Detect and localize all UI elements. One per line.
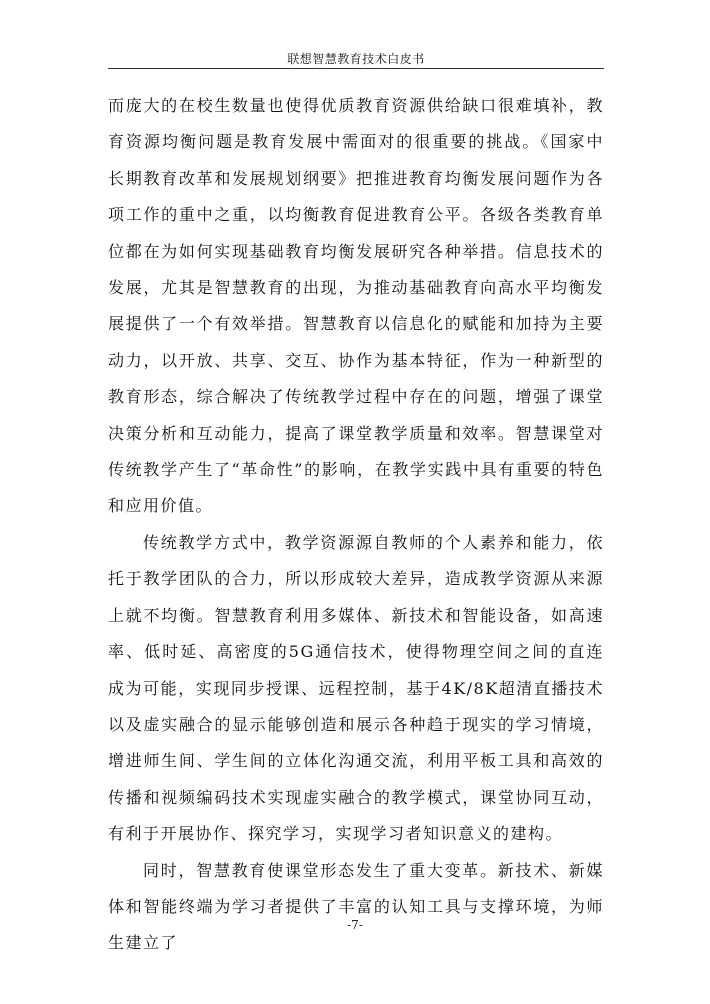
paragraph-2: 传统教学方式中，教学资源源自教师的个人素养和能力，依托于教学团队的合力，所以形成较大差异，造成教学资源从来源上就不均衡。智慧教育利用多媒体、新技术和智能设备，如高速率、低时延、高密度的5G通信技术，使得物理空间之间的直连成为可能，实现同步授课、远程控制，基于4K/8K超清直播技术以及虚实融合的显示能够创造和展示各种趋于现实的学习情境，增进师生间、学生间的立体化沟通交流，利用平板工具和高效的传播和视频编码技术实现虚实融合的教学模式，课堂协同互动，有利于开展协作、探究学习，实现学习者知识意义的建构。 [108,532,604,844]
header-divider [108,68,604,69]
page-number: -7- [347,918,363,932]
body-text [108,88,604,962]
paragraph-3: 同时，智慧教育使课堂形态发生了重大变革。新技术、新媒体和智能终端为学习者提供了丰富的认知工具与支撑环境，为师生建立了 [108,860,604,953]
page-header-title: 联想智慧教育技术白皮书 [287,52,425,66]
paragraph-1: 而庞大的在校生数量也使得优质教育资源供给缺口很难填补，教育资源均衡问题是教育发展中需面对的很重要的挑战。《国家中长期教育改革和发展规划纲要》把推进教育均衡发展问题作为各项工作的重中之重，以均衡教育促进教育公平。各级各类教育单位都在为如何实现基础教育均衡发展研究各种举措。信息技术的发展，尤其是智慧教育的出现，为推动基础教育向高水平均衡发展提供了一个有效举措。智慧教育以信息化的赋能和加持为主要动力，以开放、共享、交互、协作为基本特征，作为一种新型的教育形态，综合解决了传统教学过程中存在的问题，增强了课堂决策分析和互动能力，提高了课堂教学质量和效率。智慧课堂对传统教学产生了“革命性”的影响，在教学实践中具有重要的特色和应用价值。 [108,96,604,516]
